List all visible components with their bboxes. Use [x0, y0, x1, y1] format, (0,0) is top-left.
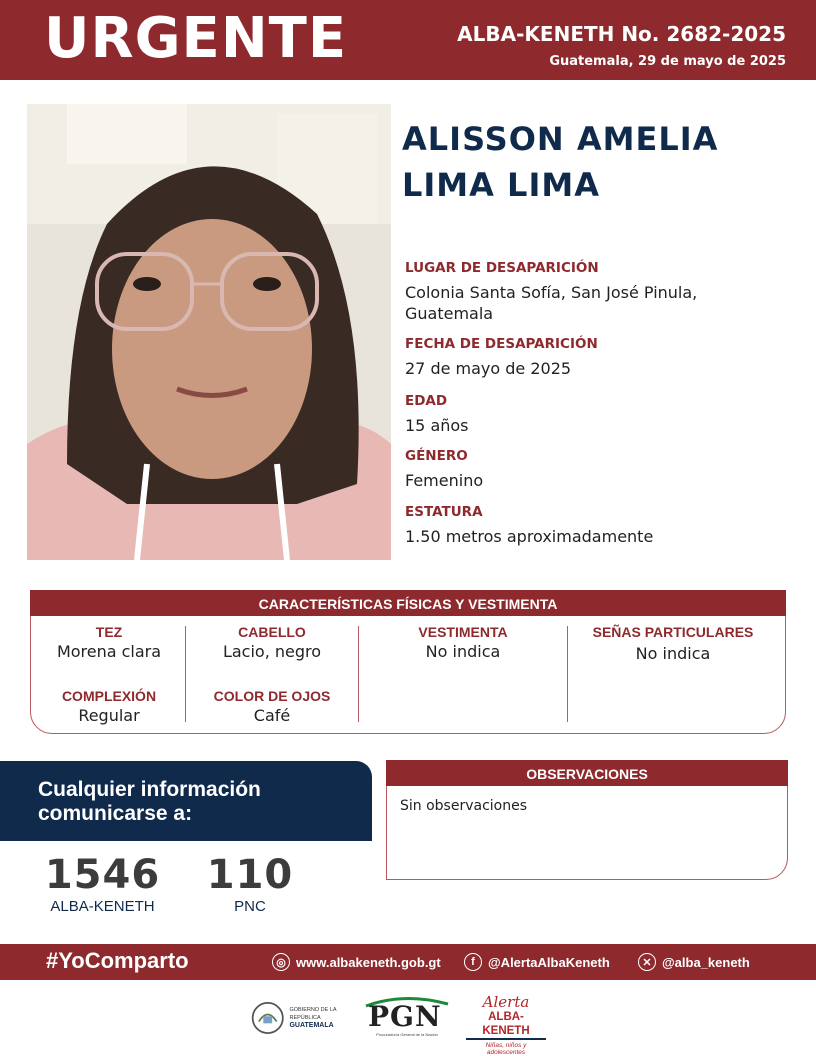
observations-text: Sin observaciones	[400, 798, 528, 814]
phone-number: 110	[206, 852, 294, 898]
char-complexion	[32, 688, 186, 725]
field-estatura	[405, 504, 805, 547]
gov-line1: GOBIERNO DE LA REPÚBLICA	[289, 1007, 337, 1021]
char-cabello	[186, 624, 358, 661]
char-vestimenta	[359, 624, 567, 661]
char-label: COMPLEXIÓN	[61, 688, 157, 704]
field-value: 27 de mayo de 2025	[405, 359, 572, 378]
char-label: CABELLO	[238, 624, 306, 640]
alert-number: ALBA-KENETH No. 2682-2025	[457, 22, 786, 46]
contact-text	[38, 778, 261, 826]
field-label: ESTATURA	[405, 504, 483, 520]
gov-line2: GUATEMALA	[289, 1022, 334, 1029]
website-link[interactable]	[272, 953, 441, 971]
alba-keneth-text: ALBA-KENETH	[466, 1010, 546, 1040]
pgn-sub: Procuraduría General de la Nación	[376, 1032, 438, 1037]
field-fecha	[405, 336, 805, 379]
field-label: EDAD	[405, 393, 448, 409]
alba-keneth-logo	[466, 993, 546, 1056]
char-ojos	[186, 688, 358, 725]
x-text: @alba_keneth	[662, 954, 750, 970]
field-value: 15 años	[405, 416, 469, 435]
char-value: No indica	[635, 644, 711, 663]
field-lugar	[405, 260, 805, 324]
char-value: Morena clara	[56, 642, 162, 661]
characteristics-title: CARACTERÍSTICAS FÍSICAS Y VESTIMENTA	[30, 590, 786, 616]
phone-label: ALBA-KENETH	[50, 898, 155, 915]
field-value: Femenino	[405, 471, 484, 490]
field-value: Colonia Santa Sofía, San José Pinula,	[405, 283, 698, 302]
guatemala-seal-icon	[250, 998, 285, 1038]
field-value: Guatemala	[405, 304, 494, 323]
pgn-logo	[364, 994, 450, 1040]
x-icon: ✕	[638, 953, 656, 971]
char-value: No indica	[425, 642, 501, 661]
alerta-text: Alerta	[482, 993, 530, 1011]
phone-number: 1546	[44, 852, 161, 898]
char-value: Regular	[78, 706, 140, 725]
person-name-line1: ALISSON AMELIA	[402, 120, 719, 158]
char-label: TEZ	[95, 624, 123, 640]
person-name-line2: LIMA LIMA	[402, 166, 600, 204]
globe-icon: ◎	[272, 953, 290, 971]
field-label: GÉNERO	[405, 448, 468, 464]
field-value: 1.50 metros aproximadamente	[405, 527, 654, 546]
char-value: Lacio, negro	[222, 642, 322, 661]
x-link[interactable]	[638, 953, 750, 971]
contact-line1: Cualquier información	[38, 778, 261, 801]
facebook-link[interactable]	[464, 953, 610, 971]
website-text: www.albakeneth.gob.gt	[296, 954, 441, 970]
person-name	[402, 116, 802, 208]
char-value: Café	[253, 706, 291, 725]
missing-person-photo	[27, 104, 391, 560]
field-genero	[405, 448, 805, 491]
contact-line2: comunicarse a:	[38, 802, 193, 825]
facebook-text: @AlertaAlbaKeneth	[488, 954, 610, 970]
field-edad	[405, 393, 805, 436]
observations-title: OBSERVACIONES	[386, 760, 788, 786]
phone-alba-keneth	[30, 852, 175, 915]
char-label: VESTIMENTA	[418, 624, 508, 640]
char-senas	[568, 624, 778, 663]
urgent-title: URGENTE	[44, 6, 348, 71]
alert-date: Guatemala, 29 de mayo de 2025	[549, 54, 786, 69]
pgn-text: PGN	[368, 1000, 442, 1033]
facebook-icon: f	[464, 953, 482, 971]
field-label: FECHA DE DESAPARICIÓN	[405, 336, 598, 352]
details-list	[405, 260, 805, 547]
field-label: LUGAR DE DESAPARICIÓN	[405, 260, 599, 276]
gov-guatemala-logo	[250, 996, 360, 1040]
phone-label: PNC	[234, 898, 266, 915]
phone-pnc	[195, 852, 305, 915]
char-label: COLOR DE OJOS	[213, 688, 331, 704]
alba-sub: Niñas, niños y adolescentes	[485, 1042, 527, 1056]
char-tez	[32, 624, 186, 661]
hashtag: #YoComparto	[46, 948, 189, 973]
char-label: SEÑAS PARTICULARES	[592, 624, 754, 640]
